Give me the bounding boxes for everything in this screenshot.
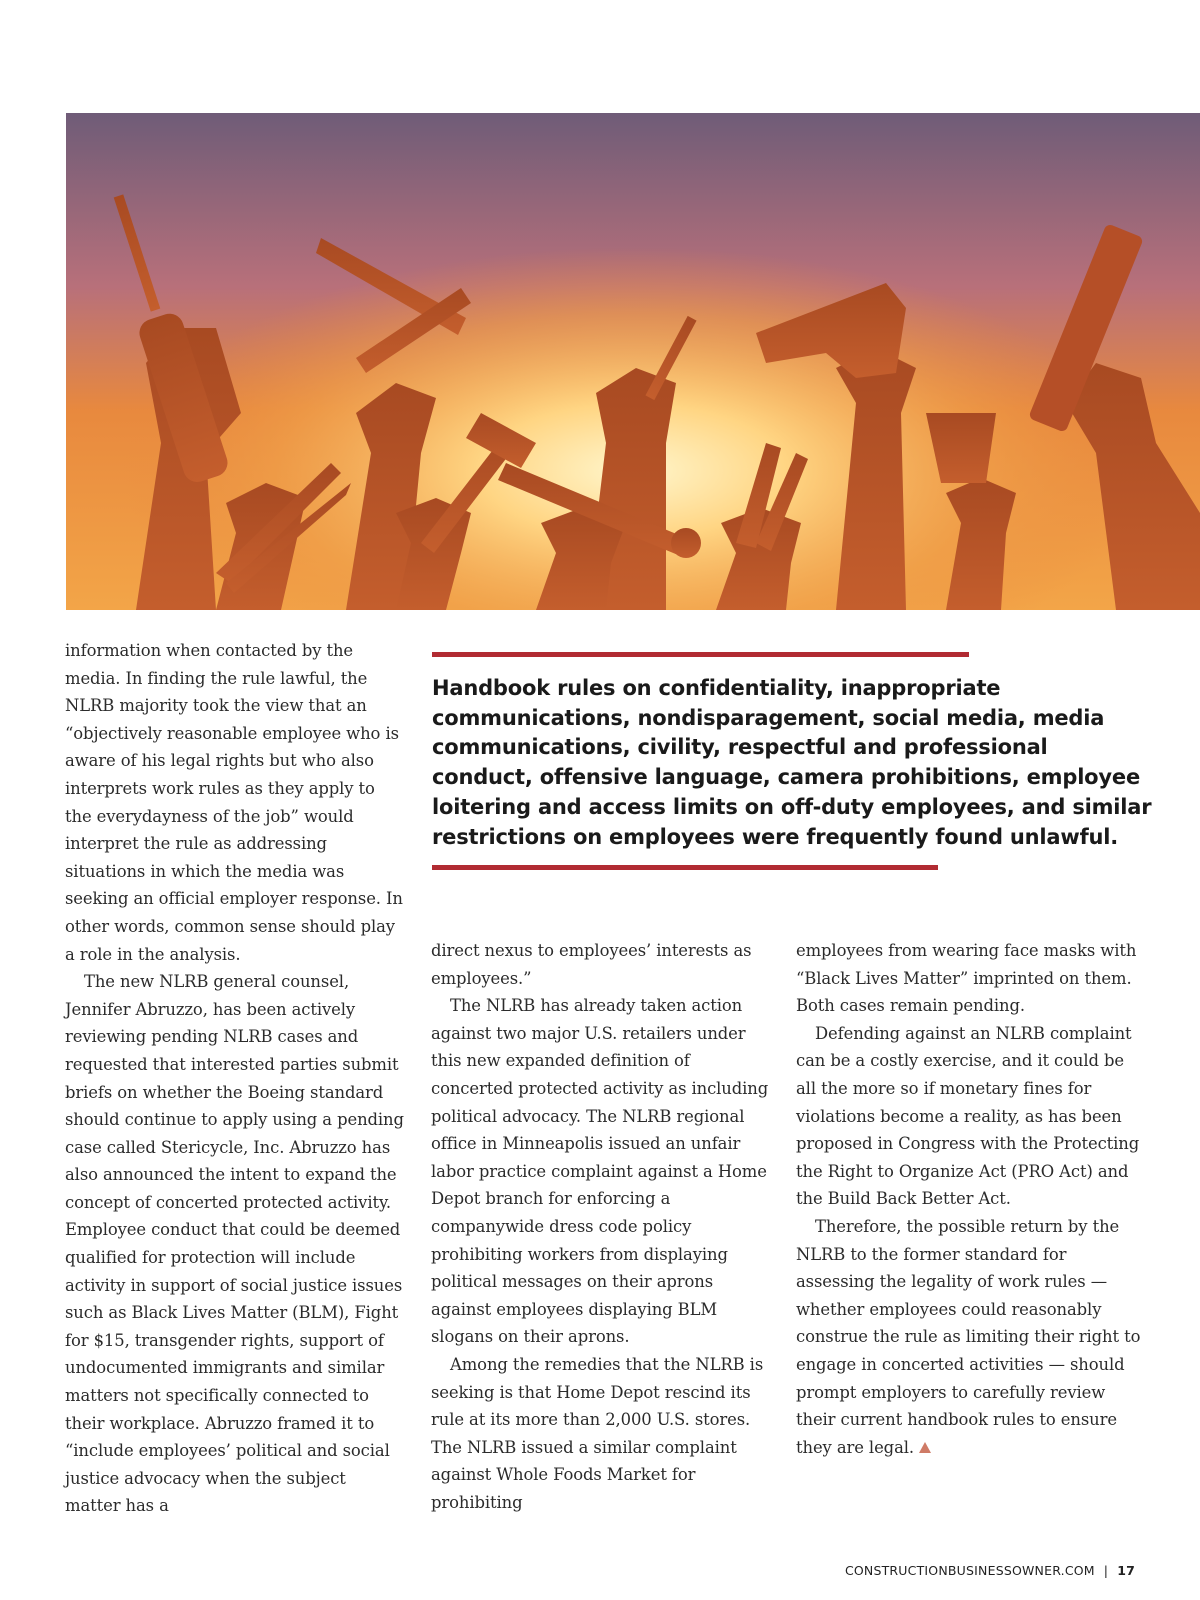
footer-separator: | [1103, 1563, 1109, 1578]
article-column-2 [431, 937, 776, 1516]
article-column-1 [65, 637, 405, 1520]
pull-quote-rule-bottom [432, 865, 938, 870]
article-column-3 [796, 937, 1142, 1461]
paragraph: employees from wearing face masks with “Black Lives Matter” imprinted on them. Both cases remain pending. [796, 941, 1137, 1016]
paragraph: Defending against an NLRB complaint can be a costly exercise, and it could be all the more so if monetary fines for violations become a reality, as has been proposed in Congress with the Protecting the Right to Organize Act (PRO Act) and the Build Back Better Act. [796, 1023, 1140, 1209]
triangle-end-mark-icon [919, 1442, 931, 1453]
paragraph: The NLRB has already taken action against two major U.S. retailers under this new expanded definition of concerted protected activity as including political advocacy. The NLRB regional office in Minneapolis issued an unfair labor practice complaint against a Home Depot branch for enforcing a companywide dress code policy prohibiting workers from displaying political messages on their aprons against employees displaying BLM slogans on their aprons. [431, 996, 769, 1347]
paragraph-final [796, 1213, 1142, 1461]
paragraph-text: Therefore, the possible return by the NLRB to the former standard for assessing the legality of work rules — whether employees could reasonably construe the rule as limiting their right to engage in concerted activities — should prompt employers to carefully review their current handbook rules to ensure they are legal. [796, 1216, 1141, 1457]
hero-image [66, 113, 1200, 610]
paragraph: The new NLRB general counsel, Jennifer Abruzzo, has been actively reviewing pending NLRB cases and requested that interested parties submit briefs on whether the Boeing standard should continue to apply using a pending case called Stericycle, Inc. Abruzzo has also announced the intent to expand the concept of concerted protected activity. Employee conduct that could be deemed qualified for protection will include activity in support of social justice issues such as Black Lives Matter (BLM), Fight for $15, transgender rights, support of undocumented immigrants and similar matters not specifically connected to their workplace. Abruzzo framed it to “include employees’ political and social justice advocacy when the subject matter has a [65, 972, 404, 1516]
footer-site-link[interactable]: CONSTRUCTIONBUSINESSOWNER.COM [844, 1563, 1095, 1578]
paragraph: direct nexus to employees’ interests as employees.” [431, 941, 752, 988]
paragraph: information when contacted by the media. In finding the rule lawful, the NLRB majority took the view that an “objectively reasonable employee who is aware of his legal rights but who also interprets work rules as they apply to the everydayness of the job” would interpret the rule as addressing situations in which the media was seeking an official employer response. In other words, common sense should play a role in the analysis. [65, 641, 403, 964]
paragraph: Among the remedies that the NLRB is seeking is that Home Depot rescind its rule at its more than 2,000 U.S. stores. The NLRB issued a similar complaint against Whole Foods Market for prohibiting [431, 1354, 764, 1512]
raised-hands-with-tools-illustration [66, 113, 1200, 610]
pull-quote: Handbook rules on confidentiality, inappropriate communications, nondisparagement, social media, media communications, civility, respectful and professional conduct, offensive language, camera prohibitions, employee loitering and access limits on off-duty employees, and similar restrictions on employees were frequently found unlawful. [432, 676, 1152, 849]
page-footer [845, 1563, 1135, 1578]
page-number: 17 [1117, 1563, 1135, 1578]
pull-quote-rule-top [432, 652, 969, 657]
